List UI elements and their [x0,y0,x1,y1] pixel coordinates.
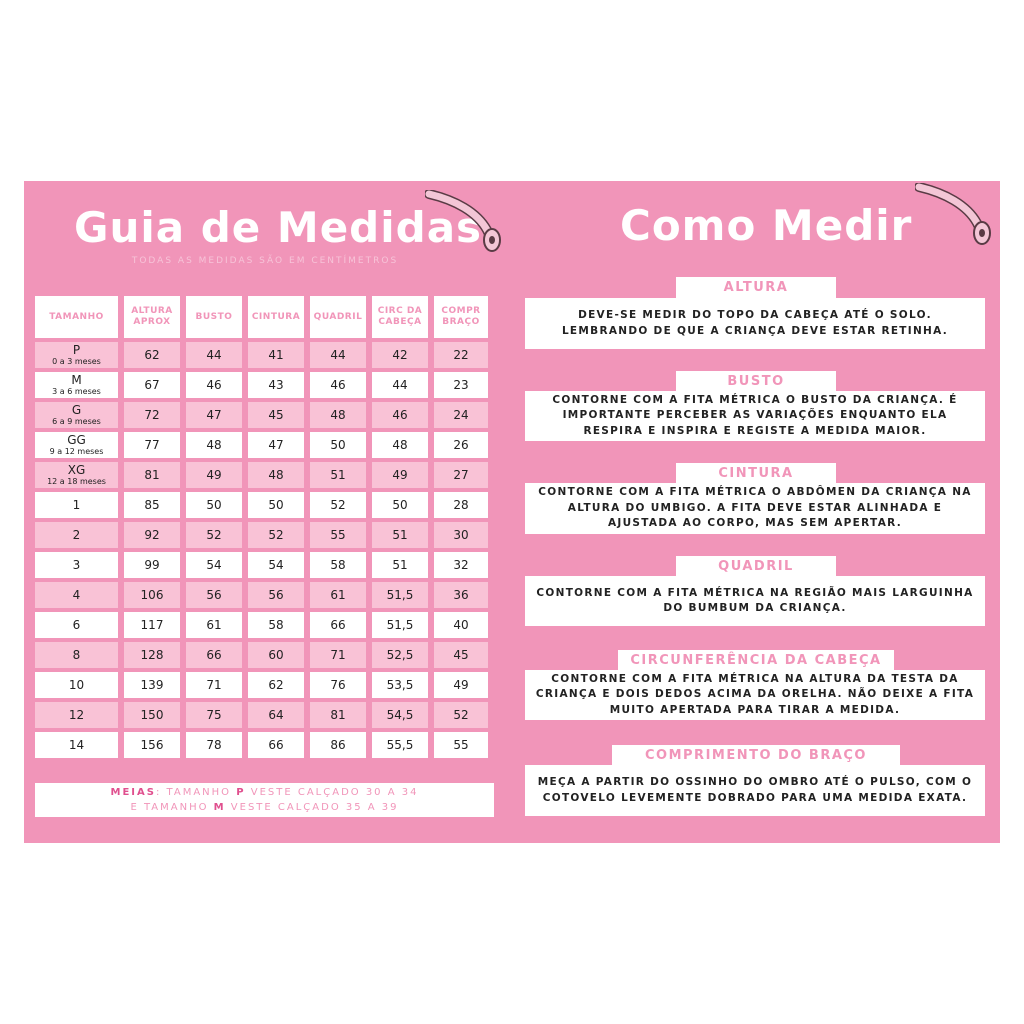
table-row [35,702,488,728]
size-age-range: 0 a 3 meses [52,357,101,366]
size-label: G [71,403,82,417]
socks-size-m: M [213,802,226,813]
size-cell [35,432,118,458]
measure-cell: 156 [124,732,180,758]
measure-cell: 52 [186,522,242,548]
measure-cell: 49 [372,462,428,488]
socks-text-2b: VESTE CALÇADO 35 A 39 [225,802,399,813]
size-label: 1 [72,497,81,512]
measure-cell: 26 [434,432,488,458]
measure-cell: 81 [124,462,180,488]
size-label: 14 [68,737,85,752]
size-cell [35,492,118,518]
measure-cell: 81 [310,702,366,728]
measure-cell: 30 [434,522,488,548]
socks-text-1b: VESTE CALÇADO 30 A 34 [245,787,419,798]
header-hip: QUADRIL [310,296,366,338]
measure-cell: 71 [310,642,366,668]
measure-cell: 45 [434,642,488,668]
measure-cell: 44 [310,342,366,368]
measure-cell: 51,5 [372,612,428,638]
measure-cell: 51 [310,462,366,488]
size-cell [35,702,118,728]
text-height: DEVE-SE MEDIR DO TOPO DA CABEÇA ATÉ O SOLO. LEMBRANDO DE QUE A CRIANÇA DEVE ESTAR RETINHA. [525,298,985,349]
measure-cell: 50 [310,432,366,458]
measure-cell: 52 [434,702,488,728]
size-age-range: 12 a 18 meses [47,477,106,486]
text-head-circ: CONTORNE COM A FITA MÉTRICA NA ALTURA DA TESTA DA CRIANÇA E DOIS DEDOS ACIMA DA ORELHA. NÃO DEIXE A FITA MUITO APERTADA PARA TIRAR A MEDIDA. [525,670,985,720]
measure-cell: 75 [186,702,242,728]
measure-cell: 45 [248,402,304,428]
measure-cell: 42 [372,342,428,368]
size-age-range: 6 a 9 meses [52,417,101,426]
size-cell [35,612,118,638]
measure-cell: 117 [124,612,180,638]
text-arm-length: MEÇA A PARTIR DO OSSINHO DO OMBRO ATÉ O PULSO, COM O COTOVELO LEVEMENTE DOBRADO PARA UMA MEDIDA EXATA. [525,765,985,816]
measure-cell: 72 [124,402,180,428]
size-label: 10 [68,677,85,692]
measure-cell: 47 [248,432,304,458]
table-row [35,432,488,458]
measure-cell: 66 [248,732,304,758]
measure-cell: 62 [248,672,304,698]
size-label: 4 [72,587,81,602]
size-cell [35,462,118,488]
size-cell [35,582,118,608]
label-height: ALTURA [676,277,836,299]
header-bust: BUSTO [186,296,242,338]
table-row [35,582,488,608]
text-hip: CONTORNE COM A FITA MÉTRICA NA REGIÃO MAIS LARGUINHA DO BUMBUM DA CRIANÇA. [525,576,985,626]
measure-cell: 50 [372,492,428,518]
measure-cell: 24 [434,402,488,428]
measure-cell: 51 [372,522,428,548]
measure-cell: 44 [186,342,242,368]
size-cell [35,642,118,668]
size-label: GG [67,433,86,447]
measure-cell: 50 [186,492,242,518]
measure-cell: 76 [310,672,366,698]
measure-cell: 128 [124,642,180,668]
text-bust: CONTORNE COM A FITA MÉTRICA O BUSTO DA CRIANÇA. É IMPORTANTE PERCEBER AS VARIAÇÕES ENQUANTO ELA RESPIRA E INSPIRA E REGISTE A MEDIDA MAIOR. [525,391,985,441]
label-arm-length: COMPRIMENTO DO BRAÇO [612,745,900,767]
how-to-measure-title: Como Medir [620,201,913,250]
measure-cell: 55 [434,732,488,758]
label-waist: CINTURA [676,463,836,485]
measure-cell: 66 [310,612,366,638]
measure-cell: 22 [434,342,488,368]
header-head-circ: CIRC DA CABEÇA [372,296,428,338]
size-label: 3 [72,557,81,572]
size-age-range: 9 a 12 meses [49,447,104,456]
measure-cell: 55 [310,522,366,548]
size-label: 8 [72,647,81,662]
table-row [35,372,488,398]
measure-cell: 48 [248,462,304,488]
measure-cell: 54 [248,552,304,578]
table-row [35,402,488,428]
measure-cell: 106 [124,582,180,608]
size-label: 2 [72,527,81,542]
table-row [35,342,488,368]
measure-cell: 61 [310,582,366,608]
size-label: P [72,343,81,357]
measure-cell: 32 [434,552,488,578]
label-hip: QUADRIL [676,556,836,578]
measure-cell: 64 [248,702,304,728]
measure-cell: 36 [434,582,488,608]
measure-cell: 58 [248,612,304,638]
size-cell [35,522,118,548]
measure-cell: 56 [248,582,304,608]
measure-cell: 56 [186,582,242,608]
label-bust: BUSTO [676,371,836,393]
measure-cell: 48 [186,432,242,458]
measure-cell: 61 [186,612,242,638]
table-row [35,612,488,638]
measure-cell: 43 [248,372,304,398]
table-row [35,642,488,668]
table-header-row [35,296,488,338]
measure-cell: 71 [186,672,242,698]
size-age-range: 3 a 6 meses [52,387,101,396]
socks-size-p: P [236,787,246,798]
measure-cell: 23 [434,372,488,398]
measure-cell: 52,5 [372,642,428,668]
measure-cell: 85 [124,492,180,518]
measure-cell: 49 [186,462,242,488]
measuring-tape-icon [915,183,993,249]
size-cell [35,402,118,428]
measure-cell: 27 [434,462,488,488]
measure-cell: 99 [124,552,180,578]
measure-cell: 66 [186,642,242,668]
size-cell [35,552,118,578]
measure-cell: 53,5 [372,672,428,698]
measure-cell: 77 [124,432,180,458]
socks-note [35,783,494,817]
measure-cell: 51,5 [372,582,428,608]
socks-text-1a: : TAMANHO [155,787,237,798]
header-size: TAMANHO [35,296,118,338]
guide-title: Guia de Medidas [74,203,483,252]
measure-cell: 40 [434,612,488,638]
socks-text-2a: E TAMANHO [130,802,214,813]
size-label: 6 [72,617,81,632]
measure-cell: 50 [248,492,304,518]
header-height: ALTURA APROX [124,296,180,338]
measure-cell: 78 [186,732,242,758]
size-label: XG [67,463,86,477]
size-cell [35,732,118,758]
measure-cell: 48 [372,432,428,458]
table-row [35,462,488,488]
header-waist: CINTURA [248,296,304,338]
table-row [35,732,488,758]
measure-cell: 48 [310,402,366,428]
size-cell [35,342,118,368]
measure-cell: 28 [434,492,488,518]
measure-cell: 86 [310,732,366,758]
measure-cell: 54,5 [372,702,428,728]
measure-cell: 46 [310,372,366,398]
measure-cell: 41 [248,342,304,368]
measure-cell: 92 [124,522,180,548]
table-row [35,672,488,698]
measure-cell: 52 [248,522,304,548]
size-cell [35,372,118,398]
measure-cell: 58 [310,552,366,578]
measure-cell: 60 [248,642,304,668]
table-row [35,522,488,548]
socks-label: MEIAS [110,787,156,798]
measure-cell: 47 [186,402,242,428]
measure-cell: 54 [186,552,242,578]
text-waist: CONTORNE COM A FITA MÉTRICA O ABDÔMEN DA CRIANÇA NA ALTURA DO UMBIGO. A FITA DEVE ESTAR ALINHADA E AJUSTADA AO CORPO, MAS SEM APERTAR. [525,483,985,534]
measure-cell: 46 [186,372,242,398]
table-row [35,552,488,578]
size-table [29,292,494,762]
measure-cell: 150 [124,702,180,728]
measure-cell: 46 [372,402,428,428]
measuring-tape-icon [425,190,503,256]
measure-cell: 49 [434,672,488,698]
size-cell [35,672,118,698]
measure-cell: 62 [124,342,180,368]
guide-subtitle: TODAS AS MEDIDAS SÃO EM CENTÍMETROS [131,256,399,266]
measure-cell: 67 [124,372,180,398]
size-label: 12 [68,707,85,722]
measure-cell: 51 [372,552,428,578]
table-row [35,492,488,518]
size-label: M [71,373,82,387]
label-head-circ: CIRCUNFERÊNCIA DA CABEÇA [618,650,894,672]
header-arm-length: COMPR BRAÇO [434,296,488,338]
measure-cell: 44 [372,372,428,398]
measure-cell: 52 [310,492,366,518]
measure-cell: 139 [124,672,180,698]
measure-cell: 55,5 [372,732,428,758]
